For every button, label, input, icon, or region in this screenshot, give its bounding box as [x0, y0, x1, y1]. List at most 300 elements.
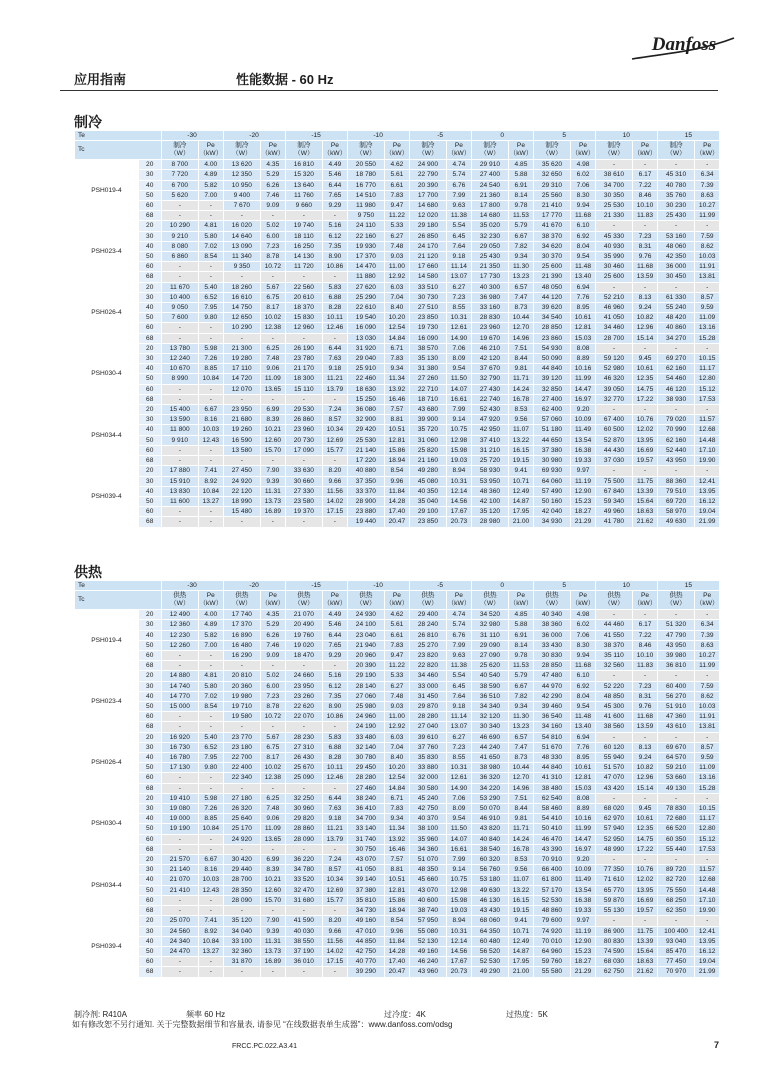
power-value: 15.23 — [571, 496, 595, 506]
capacity-value: 18 780 — [347, 170, 385, 180]
power-value: 6.76 — [447, 180, 471, 190]
tc-value: 40 — [138, 936, 161, 946]
capacity-value: 39 900 — [409, 415, 447, 425]
tc-value: 20 — [138, 610, 161, 620]
power-value: 5.74 — [447, 170, 471, 180]
power-value: 7.83 — [385, 190, 409, 200]
power-value: 9.80 — [199, 313, 223, 323]
power-value: 17.15 — [323, 957, 347, 967]
capacity-value: 42 290 — [533, 691, 571, 701]
capacity-value: 18 260 — [223, 282, 261, 292]
power-value: 9.09 — [261, 201, 285, 211]
capacity-value: 6 860 — [161, 252, 199, 262]
power-value: 5.82 — [199, 180, 223, 190]
capacity-value: 20 390 — [347, 661, 385, 671]
power-value: 12.90 — [571, 486, 595, 496]
power-value: 10.86 — [323, 262, 347, 272]
capacity-value: 16 770 — [347, 180, 385, 190]
power-value: 6.71 — [385, 343, 409, 353]
table-row — [75, 425, 720, 435]
capacity-value: - — [161, 712, 199, 722]
tc-value: 40 — [138, 303, 161, 313]
power-value: - — [695, 282, 720, 292]
power-value: 13.39 — [633, 486, 657, 496]
superheat-text: 过热度：5K — [506, 1010, 548, 1019]
capacity-value: 88 360 — [657, 476, 695, 486]
table-row — [75, 323, 720, 333]
power-value: 10.72 — [261, 262, 285, 272]
power-value: 11.91 — [695, 262, 720, 272]
capacity-value: - — [595, 282, 633, 292]
capacity-value: 35 760 — [657, 190, 695, 200]
power-value: 11.68 — [571, 211, 595, 221]
capacity-value: 22 790 — [409, 170, 447, 180]
capacity-value: 12 020 — [409, 211, 447, 221]
power-value: - — [199, 722, 223, 732]
tc-value: 20 — [138, 405, 161, 415]
capacity-value: 93 040 — [657, 936, 695, 946]
capacity-value: 54 410 — [533, 814, 571, 824]
power-value: 8.92 — [199, 476, 223, 486]
capacity-value: 20 610 — [285, 292, 323, 302]
capacity-value: - — [161, 773, 199, 783]
table-row — [75, 272, 720, 282]
power-value: 7.83 — [385, 640, 409, 650]
power-value: 13.79 — [323, 384, 347, 394]
capacity-value: 16 290 — [223, 651, 261, 661]
power-value: 6.88 — [323, 292, 347, 302]
power-value: 7.23 — [261, 241, 285, 251]
capacity-value: 70 910 — [533, 855, 571, 865]
power-value: 17.53 — [695, 394, 720, 404]
table-row — [75, 221, 720, 231]
power-value: 7.48 — [261, 354, 285, 364]
capacity-value: 36 010 — [285, 957, 323, 967]
power-value: 10.20 — [385, 763, 409, 773]
power-value: - — [199, 384, 223, 394]
power-value: 11.57 — [695, 865, 720, 875]
capacity-value: 55 940 — [595, 753, 633, 763]
capacity-value: 32 230 — [471, 231, 509, 241]
capacity-value: 38 610 — [595, 170, 633, 180]
power-value: 7.65 — [323, 190, 347, 200]
capacity-value: 9 910 — [161, 435, 199, 445]
capacity-header: 供热 （W） — [347, 591, 385, 610]
power-value: 10.76 — [633, 415, 657, 425]
capacity-value: 24 930 — [347, 610, 385, 620]
power-value: 10.11 — [323, 763, 347, 773]
capacity-value: 37 380 — [347, 885, 385, 895]
capacity-value: 5 620 — [161, 190, 199, 200]
table-row — [75, 303, 720, 313]
power-value: 7.99 — [447, 855, 471, 865]
capacity-value: 29 040 — [347, 354, 385, 364]
capacity-value: 51 670 — [533, 742, 571, 752]
capacity-value: 33 370 — [347, 486, 385, 496]
power-value: 5.80 — [199, 681, 223, 691]
capacity-value: - — [657, 610, 695, 620]
model-name: PSH039-4 — [75, 916, 139, 977]
capacity-value: 49 290 — [471, 967, 509, 977]
capacity-value: 21 360 — [471, 190, 509, 200]
power-value: 10.82 — [633, 763, 657, 773]
capacity-value: - — [595, 343, 633, 353]
power-value: 6.52 — [199, 742, 223, 752]
capacity-value: - — [657, 793, 695, 803]
power-value: 15.64 — [633, 496, 657, 506]
tc-value: 68 — [138, 783, 161, 793]
power-value: 8.95 — [571, 753, 595, 763]
power-value: 13.27 — [199, 946, 223, 956]
power-value: 12.69 — [323, 435, 347, 445]
power-value: 6.67 — [199, 405, 223, 415]
capacity-value: 19 710 — [223, 702, 261, 712]
power-value: 7.24 — [323, 855, 347, 865]
capacity-value: 36 000 — [533, 630, 571, 640]
capacity-value: - — [223, 333, 261, 343]
power-value: 4.74 — [447, 610, 471, 620]
power-value: - — [199, 272, 223, 282]
power-value: 11.22 — [385, 661, 409, 671]
table-row — [75, 844, 720, 854]
capacity-value: 75 500 — [595, 476, 633, 486]
power-value: - — [199, 783, 223, 793]
tc-value: 60 — [138, 201, 161, 211]
capacity-value: 45 660 — [409, 875, 447, 885]
table-row — [75, 160, 720, 170]
table-row — [75, 394, 720, 404]
table-row — [75, 753, 720, 763]
capacity-value: - — [161, 967, 199, 977]
capacity-value: 44 850 — [347, 936, 385, 946]
capacity-value: 74 920 — [533, 926, 571, 936]
capacity-value: 21 070 — [161, 875, 199, 885]
capacity-value: 64 570 — [657, 753, 695, 763]
table-row — [75, 702, 720, 712]
table-row — [75, 957, 720, 967]
capacity-value: 24 190 — [347, 722, 385, 732]
capacity-value: 12 360 — [161, 620, 199, 630]
capacity-value: 13 030 — [347, 333, 385, 343]
capacity-value: 13 780 — [161, 343, 199, 353]
capacity-value: 46 470 — [533, 834, 571, 844]
capacity-value: 41 310 — [533, 773, 571, 783]
capacity-value: 36 540 — [533, 712, 571, 722]
power-value: - — [323, 517, 347, 527]
power-value: 5.54 — [447, 671, 471, 681]
tc-value: 50 — [138, 824, 161, 834]
power-header: Pe （kW） — [199, 141, 223, 160]
capacity-value: - — [161, 456, 199, 466]
power-value: 12.38 — [261, 323, 285, 333]
heating-table — [74, 580, 720, 978]
capacity-value: 40 540 — [471, 671, 509, 681]
capacity-value: 40 600 — [409, 895, 447, 905]
capacity-value: 16 250 — [285, 241, 323, 251]
power-value: 11.68 — [633, 262, 657, 272]
capacity-value: - — [595, 732, 633, 742]
model-name: PSH034-4 — [75, 405, 139, 466]
capacity-value: 38 240 — [347, 793, 385, 803]
tc-value: 60 — [138, 507, 161, 517]
capacity-value: - — [285, 844, 323, 854]
capacity-value: 28 850 — [533, 323, 571, 333]
tc-value: 40 — [138, 875, 161, 885]
capacity-header: 供热 （W） — [161, 591, 199, 610]
power-value: 6.57 — [509, 282, 533, 292]
capacity-value: 32 900 — [347, 415, 385, 425]
capacity-value: - — [285, 333, 323, 343]
capacity-value: 31 740 — [347, 834, 385, 844]
capacity-value: 27 400 — [471, 170, 509, 180]
power-value: 12.61 — [447, 323, 471, 333]
power-value: 15.03 — [571, 333, 595, 343]
power-value: 10.76 — [633, 865, 657, 875]
power-value: 10.61 — [571, 313, 595, 323]
capacity-header: 制冷 （W） — [347, 141, 385, 160]
te-value-header: -15 — [285, 581, 347, 591]
power-value: 12.80 — [695, 824, 720, 834]
capacity-value: 48 060 — [657, 241, 695, 251]
column-header-row — [75, 141, 720, 160]
te-value-header: 15 — [657, 131, 719, 141]
te-value-header: 10 — [595, 131, 657, 141]
power-value: 9.24 — [633, 303, 657, 313]
power-value: - — [199, 445, 223, 455]
power-value: - — [323, 394, 347, 404]
power-value: 9.66 — [323, 476, 347, 486]
capacity-value: 62 400 — [533, 405, 571, 415]
power-value: 9.59 — [695, 753, 720, 763]
capacity-value: 15 480 — [223, 507, 261, 517]
power-value: 8.30 — [571, 190, 595, 200]
power-value: 7.00 — [199, 190, 223, 200]
power-value: 11.83 — [633, 211, 657, 221]
capacity-value: - — [161, 783, 199, 793]
power-value: 12.54 — [385, 323, 409, 333]
capacity-value: 19 260 — [223, 425, 261, 435]
power-value: - — [261, 456, 285, 466]
power-value: 11.53 — [509, 211, 533, 221]
tc-value: 68 — [138, 394, 161, 404]
power-value: 9.56 — [509, 865, 533, 875]
power-value: 14.56 — [447, 946, 471, 956]
capacity-value: 68 030 — [595, 957, 633, 967]
capacity-value: - — [161, 844, 199, 854]
capacity-value: 27 620 — [347, 282, 385, 292]
power-value: - — [695, 610, 720, 620]
power-value: 11.09 — [261, 374, 285, 384]
capacity-value: - — [223, 906, 261, 916]
power-value: 10.31 — [447, 313, 471, 323]
capacity-value: 11 760 — [285, 190, 323, 200]
capacity-value: 40 370 — [409, 814, 447, 824]
capacity-value: 15 000 — [161, 702, 199, 712]
power-value: 12.70 — [509, 323, 533, 333]
power-value: 7.57 — [385, 855, 409, 865]
capacity-value: 7 600 — [161, 313, 199, 323]
tc-value: 40 — [138, 486, 161, 496]
power-value: 15.98 — [447, 445, 471, 455]
capacity-value: 62 750 — [595, 967, 633, 977]
power-value: - — [633, 793, 657, 803]
capacity-value: - — [223, 783, 261, 793]
capacity-value: 51 910 — [657, 702, 695, 712]
capacity-value: 48 360 — [471, 486, 509, 496]
power-value: 7.06 — [571, 180, 595, 190]
capacity-value: 24 920 — [223, 834, 261, 844]
te-value-header: 5 — [533, 581, 595, 591]
power-value: 18.94 — [385, 906, 409, 916]
capacity-value: 35 830 — [409, 753, 447, 763]
capacity-value: 13 830 — [161, 486, 199, 496]
capacity-value: 16 730 — [161, 742, 199, 752]
power-value: 10.86 — [323, 712, 347, 722]
tc-value: 60 — [138, 834, 161, 844]
power-value: 13.95 — [695, 936, 720, 946]
power-value: 8.55 — [447, 753, 471, 763]
capacity-value: 34 360 — [409, 844, 447, 854]
power-value: 13.22 — [509, 885, 533, 895]
capacity-value: 39 980 — [657, 651, 695, 661]
power-value: 14.87 — [509, 496, 533, 506]
capacity-value: 39 620 — [533, 303, 571, 313]
power-value: 5.80 — [199, 231, 223, 241]
capacity-value: - — [285, 394, 323, 404]
table-row — [75, 445, 720, 455]
capacity-value: 14 740 — [161, 681, 199, 691]
capacity-value: 30 350 — [595, 190, 633, 200]
power-value: 10.61 — [571, 763, 595, 773]
power-value: 4.98 — [571, 160, 595, 170]
power-value: 8.53 — [509, 405, 533, 415]
capacity-value: 58 970 — [657, 507, 695, 517]
capacity-value: 62 540 — [533, 793, 571, 803]
capacity-value: 59 340 — [595, 496, 633, 506]
power-value: 6.44 — [323, 180, 347, 190]
table-row — [75, 610, 720, 620]
power-value: 9.81 — [509, 814, 533, 824]
capacity-value: 18 370 — [285, 303, 323, 313]
power-value: 10.16 — [571, 814, 595, 824]
capacity-value: 37 190 — [285, 946, 323, 956]
power-value: 15.28 — [695, 783, 720, 793]
capacity-value: 30 980 — [533, 456, 571, 466]
capacity-value: 21 160 — [409, 456, 447, 466]
tc-value: 40 — [138, 425, 161, 435]
power-value: 6.44 — [323, 793, 347, 803]
capacity-value: 10 670 — [161, 364, 199, 374]
table-row — [75, 855, 720, 865]
capacity-value: 9 660 — [285, 201, 323, 211]
tc-value: 68 — [138, 722, 161, 732]
power-value: 8.16 — [199, 865, 223, 875]
capacity-value: 21 410 — [161, 885, 199, 895]
power-value: 12.81 — [571, 323, 595, 333]
power-value: 9.96 — [385, 926, 409, 936]
capacity-value: 33 140 — [347, 824, 385, 834]
capacity-value: 43 950 — [657, 456, 695, 466]
capacity-value: 44 840 — [533, 364, 571, 374]
capacity-value: 77 350 — [595, 865, 633, 875]
power-value: - — [633, 282, 657, 292]
te-value-header: -20 — [223, 131, 285, 141]
power-value: 12.98 — [447, 885, 471, 895]
capacity-value: 27 090 — [471, 651, 509, 661]
capacity-value: 67 400 — [595, 415, 633, 425]
capacity-value: 23 880 — [347, 507, 385, 517]
capacity-value: 28 090 — [223, 895, 261, 905]
tc-value: 50 — [138, 374, 161, 384]
power-value: 13.16 — [695, 323, 720, 333]
capacity-value: 34 340 — [471, 702, 509, 712]
power-value: 10.75 — [447, 425, 471, 435]
capacity-value: 31 060 — [409, 435, 447, 445]
capacity-value: 28 240 — [409, 620, 447, 630]
capacity-value: 23 960 — [285, 425, 323, 435]
table-row — [75, 804, 720, 814]
capacity-value: 25 270 — [409, 640, 447, 650]
capacity-value: 69 270 — [657, 354, 695, 364]
capacity-value: - — [595, 405, 633, 415]
power-value: - — [199, 456, 223, 466]
power-value: 7.99 — [447, 190, 471, 200]
power-value: 6.94 — [571, 282, 595, 292]
power-value: 9.34 — [509, 252, 533, 262]
capacity-value: 24 540 — [471, 180, 509, 190]
power-value: 15.03 — [571, 783, 595, 793]
capacity-value: 77 450 — [657, 957, 695, 967]
tc-value: 30 — [138, 354, 161, 364]
capacity-value: 19 080 — [161, 804, 199, 814]
power-value: 7.02 — [199, 241, 223, 251]
table-row — [75, 517, 720, 527]
frequency-text: 频率 60 Hz — [186, 1010, 226, 1019]
model-name: PSH030-4 — [75, 793, 139, 854]
capacity-value: 22 340 — [223, 773, 261, 783]
capacity-value: 30 340 — [471, 722, 509, 732]
capacity-value: - — [657, 855, 695, 865]
table-row — [75, 252, 720, 262]
capacity-value: 36 410 — [347, 804, 385, 814]
power-value: 13.54 — [571, 885, 595, 895]
capacity-value: 20 960 — [347, 651, 385, 661]
power-value: 11.91 — [695, 712, 720, 722]
power-header: Pe （kW） — [323, 591, 347, 610]
power-value: 11.34 — [385, 374, 409, 384]
capacity-value: 45 300 — [595, 702, 633, 712]
power-value: 16.78 — [509, 844, 533, 854]
table-row — [75, 476, 720, 486]
capacity-value: 24 170 — [409, 241, 447, 251]
capacity-value: 20 490 — [285, 620, 323, 630]
table-row — [75, 343, 720, 353]
table-row — [75, 630, 720, 640]
capacity-value: 32 850 — [533, 384, 571, 394]
capacity-value: 17 700 — [409, 190, 447, 200]
capacity-value: 23 260 — [285, 691, 323, 701]
capacity-value: 59 210 — [657, 763, 695, 773]
capacity-value: - — [657, 466, 695, 476]
power-header: Pe （kW） — [323, 141, 347, 160]
power-value: 12.41 — [695, 476, 720, 486]
table-row — [75, 783, 720, 793]
capacity-value: 65 770 — [595, 885, 633, 895]
capacity-value: 13 580 — [223, 445, 261, 455]
capacity-value: 56 760 — [471, 865, 509, 875]
power-value: 6.92 — [571, 681, 595, 691]
power-value: 6.10 — [571, 671, 595, 681]
